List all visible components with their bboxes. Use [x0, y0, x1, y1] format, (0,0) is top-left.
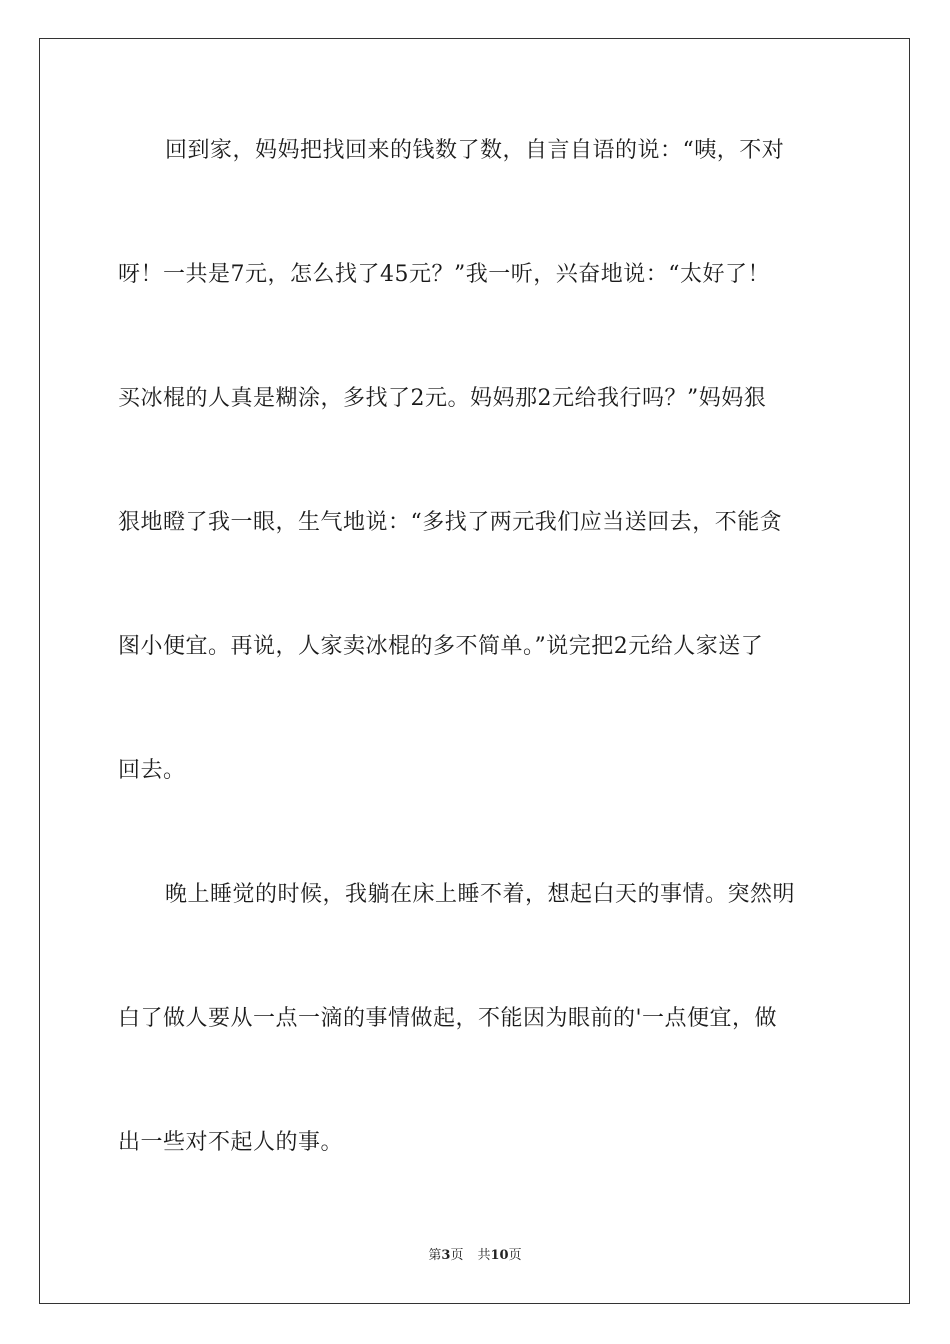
page-number: 3	[441, 1248, 451, 1263]
page-frame	[39, 38, 910, 1304]
paragraph-1-line-2: 呀！一共是7元，怎么找了45元？”我一听，兴奋地说：“太好了！	[118, 262, 770, 287]
total-label-suffix: 页	[508, 1248, 522, 1263]
paragraph-1-line-1: 回到家，妈妈把找回来的钱数了数，自言自语的说：“咦，不对	[165, 138, 785, 163]
paragraph-1-line-4: 狠地瞪了我一眼，生气地说：“多找了两元我们应当送回去，不能贪	[118, 510, 783, 535]
page-footer	[0, 1246, 950, 1266]
page-label-suffix: 页	[450, 1248, 464, 1263]
paragraph-2-line-3: 出一些对不起人的事。	[118, 1130, 344, 1155]
paragraph-2-line-1: 晚上睡觉的时候，我躺在床上睡不着，想起白天的事情。突然明	[165, 882, 796, 907]
total-pages: 10	[490, 1248, 509, 1263]
paragraph-1-line-5: 图小便宜。再说，人家卖冰棍的多不简单。”说完把2元给人家送了	[118, 634, 764, 659]
paragraph-2-line-2: 白了做人要从一点一滴的事情做起，不能因为眼前的'一点便宜，做	[118, 1006, 778, 1031]
paragraph-1-line-6: 回去。	[118, 758, 186, 783]
paragraph-1-line-3: 买冰棍的人真是糊涂，多找了2元。妈妈那2元给我行吗？”妈妈狠	[118, 386, 767, 411]
total-label-prefix: 共	[477, 1248, 491, 1263]
page-label-prefix: 第	[428, 1248, 442, 1263]
